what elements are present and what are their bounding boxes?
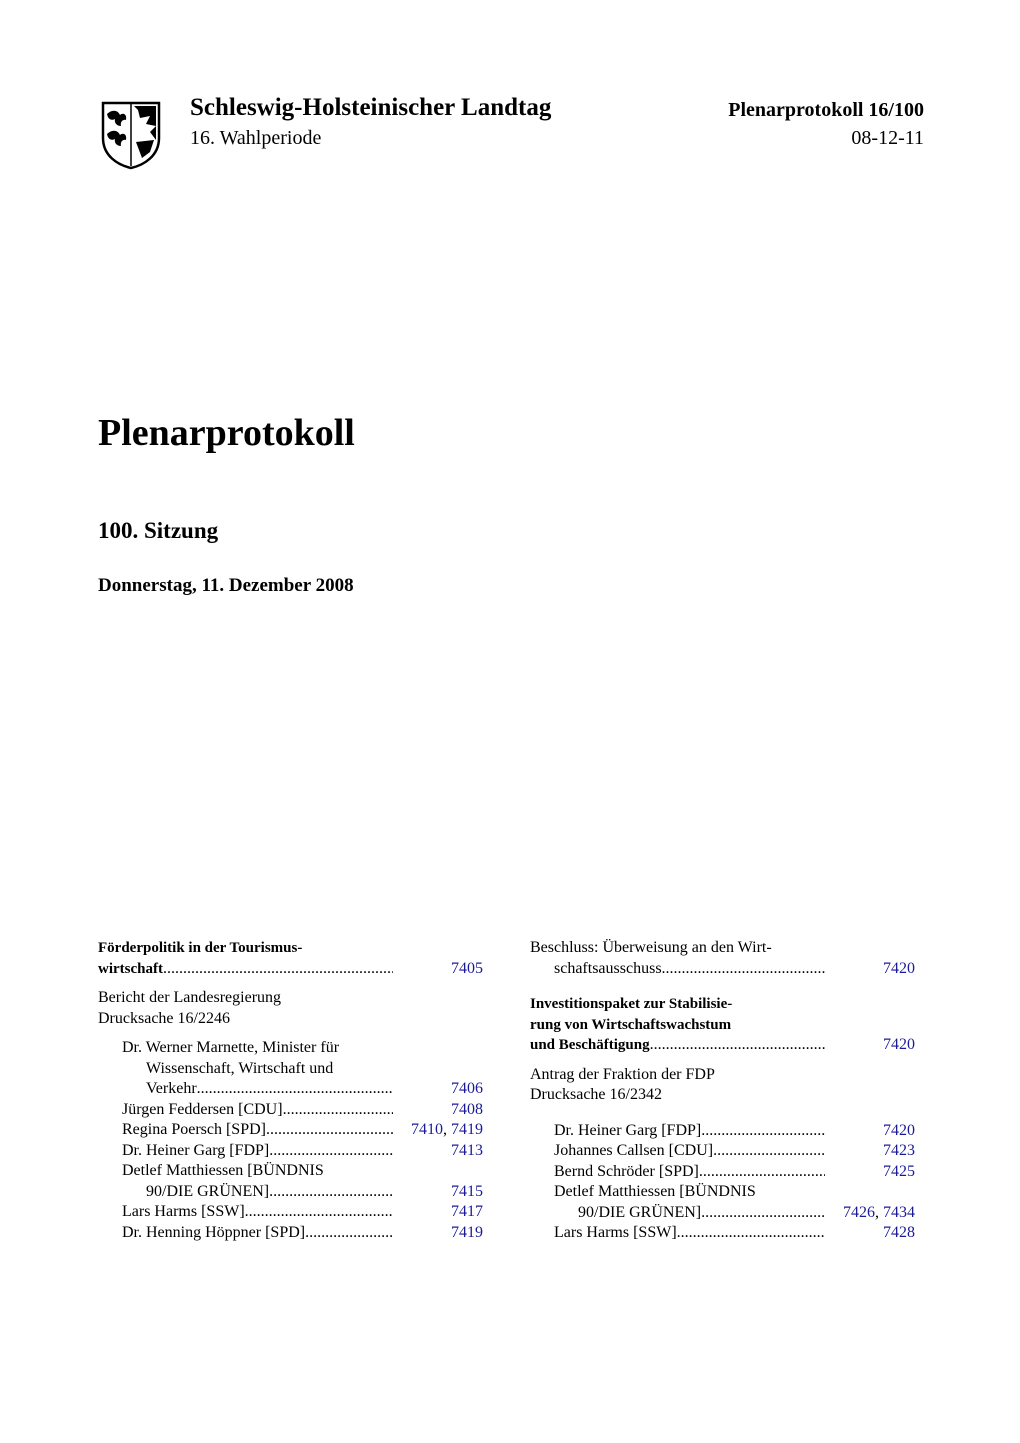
parliament-title: Schleswig-Holsteinischer Landtag xyxy=(190,94,552,121)
speaker-entry: Johannes Callsen [CDU] ..... 7423 xyxy=(530,1141,915,1162)
speaker-entry: Dr. Heiner Garg [FDP] ..... 7413 xyxy=(98,1141,483,1162)
page-link[interactable]: 7417 xyxy=(451,1203,483,1220)
page-link[interactable]: 7426 xyxy=(843,1203,875,1221)
speaker-entry: Bernd Schröder [SPD] ..... 7425 xyxy=(530,1162,915,1183)
toc-entry: Drucksache 16/2342 xyxy=(530,1086,662,1103)
session-number: 100. Sitzung xyxy=(98,518,219,543)
coat-of-arms-icon xyxy=(100,100,162,170)
speaker-entry: Lars Harms [SSW] ..... 7428 xyxy=(530,1223,915,1244)
speaker-entry: 90/DIE GRÜNEN] ..... 7426, 7434 xyxy=(530,1203,915,1224)
page-link[interactable]: 7420 xyxy=(883,959,915,977)
page-link[interactable]: 7425 xyxy=(883,1162,915,1180)
speaker-entry: 90/DIE GRÜNEN] ..... 7415 xyxy=(98,1182,483,1203)
speaker-entry: Dr. Henning Höppner [SPD] ..... 7419 xyxy=(98,1223,483,1244)
speaker-entry: Lars Harms [SSW] ..... 7417 xyxy=(98,1202,483,1223)
page-link[interactable]: 7408 xyxy=(451,1100,483,1118)
page-link[interactable]: 7419 xyxy=(451,1223,483,1241)
toc-entry: schaftsausschuss ..... 7420 xyxy=(530,959,915,980)
page-link[interactable]: 7423 xyxy=(883,1142,915,1159)
page-link[interactable]: 7428 xyxy=(883,1224,915,1241)
toc-entry: und Beschäftigung ..... 7420 xyxy=(530,1035,915,1056)
page-link[interactable]: 7420 xyxy=(883,1036,915,1053)
speaker-entry: Jürgen Feddersen [CDU] ..... 7408 xyxy=(98,1100,483,1121)
speaker-entry: Detlef Matthiessen [BÜNDNIS xyxy=(122,1162,324,1179)
toc-right-column xyxy=(530,938,915,1244)
page-link[interactable]: 7420 xyxy=(883,1121,915,1139)
speaker-entry: Regina Poersch [SPD] ..... 7410, 7419 xyxy=(98,1120,483,1141)
speaker-entry: Dr. Heiner Garg [FDP] ..... 7420 xyxy=(530,1121,915,1142)
toc-entry: Bericht der Landesregierung xyxy=(98,989,282,1006)
electoral-period: 16. Wahlperiode xyxy=(190,127,322,149)
speaker-entry: Verkehr ..... 7406 xyxy=(98,1079,483,1100)
document-title: Plenarprotokoll xyxy=(98,412,355,454)
protocol-number: Plenarprotokoll 16/100 xyxy=(728,99,924,121)
toc-entry: rung von Wirtschaftswachstum xyxy=(530,1016,732,1033)
session-date: Donnerstag, 11. Dezember 2008 xyxy=(98,575,354,596)
toc-entry: Beschluss: Überweisung an den Wirt- xyxy=(530,939,772,956)
toc-entry: Antrag der Fraktion der FDP xyxy=(530,1065,715,1083)
toc-entry: wirtschaft ..... 7405 xyxy=(98,959,483,980)
page-links[interactable]: 7426, 7434 xyxy=(843,1203,915,1221)
page-link[interactable]: 7413 xyxy=(451,1141,483,1159)
page-link[interactable]: 7406 xyxy=(451,1080,483,1097)
toc-entry: Investitionspaket zur Stabilisie- xyxy=(530,996,733,1012)
speaker-entry: Detlef Matthiessen [BÜNDNIS xyxy=(554,1183,756,1200)
toc-left-column xyxy=(98,938,483,1243)
page-link[interactable]: 7419 xyxy=(451,1121,483,1138)
header-date: 08-12-11 xyxy=(851,127,924,149)
speaker-entry: Wissenschaft, Wirtschaft und xyxy=(146,1059,334,1077)
page-link[interactable]: 7410 xyxy=(411,1121,443,1138)
toc-entry: Förderpolitik in der Tourismus- xyxy=(98,940,303,956)
speaker-entry: Dr. Werner Marnette, Minister für xyxy=(122,1039,340,1056)
page-link[interactable]: 7405 xyxy=(451,959,483,977)
page-link[interactable]: 7434 xyxy=(883,1203,915,1221)
page-links[interactable]: 7410, 7419 xyxy=(411,1121,483,1138)
toc-entry: Drucksache 16/2246 xyxy=(98,1009,230,1027)
page-link[interactable]: 7415 xyxy=(451,1182,483,1200)
